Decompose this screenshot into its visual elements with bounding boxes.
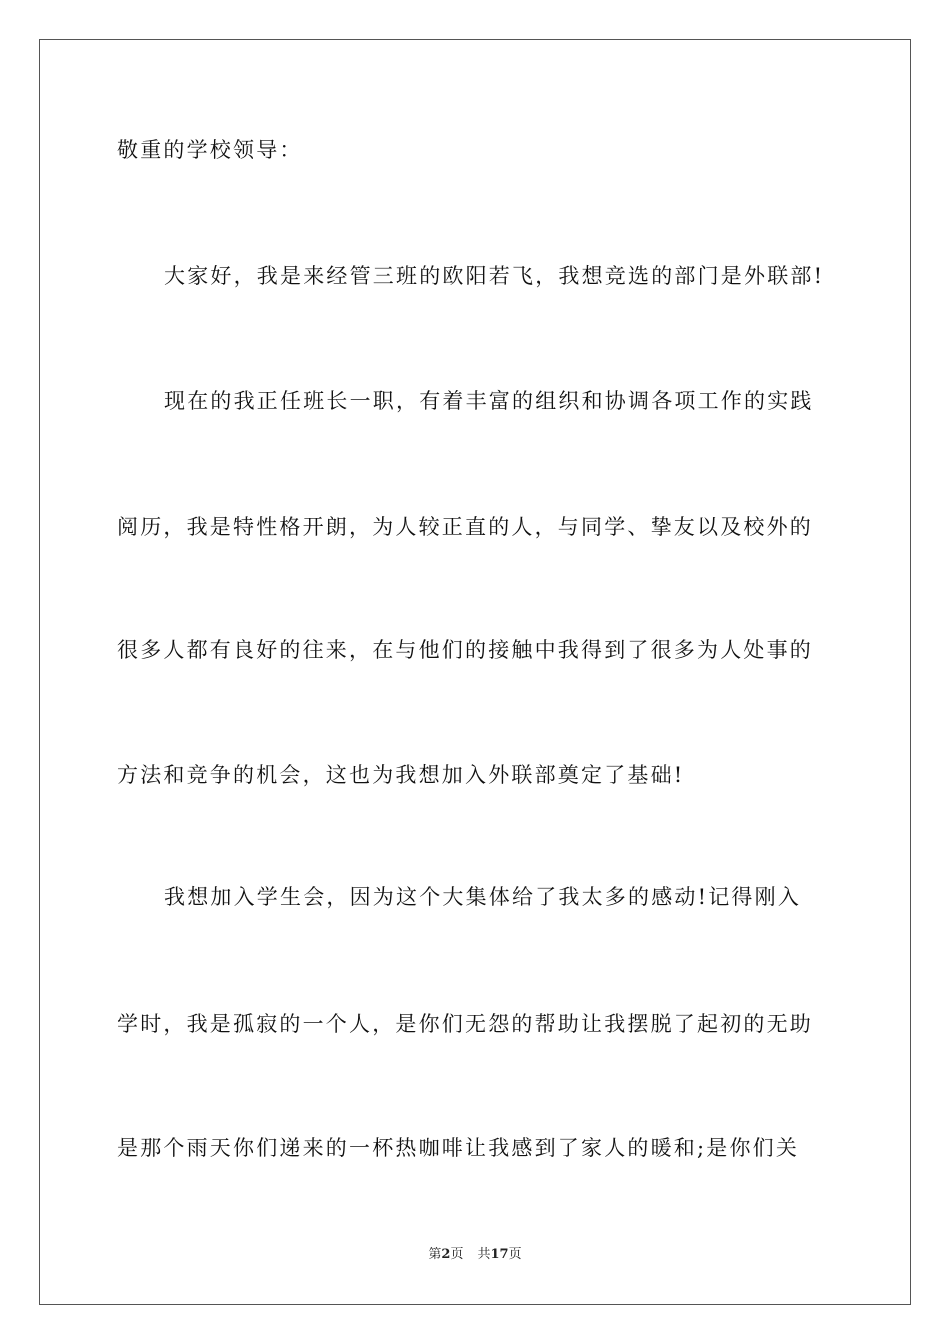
paragraph-line: 很多人都有良好的往来，在与他们的接触中我得到了很多为人处事的 — [117, 638, 813, 662]
paragraph-line: 阅历，我是特性格开朗，为人较正直的人，与同学、挚友以及校外的 — [117, 515, 813, 539]
paragraph-line: 方法和竞争的机会，这也为我想加入外联部奠定了基础! — [117, 763, 685, 787]
paragraph-line: 是那个雨天你们递来的一杯热咖啡让我感到了家人的暖和;是你们关 — [117, 1136, 800, 1160]
total-label-suffix: 页 — [508, 1247, 522, 1262]
paragraph-line: 学时，我是孤寂的一个人，是你们无怨的帮助让我摆脱了起初的无助 — [117, 1012, 813, 1036]
salutation-line: 敬重的学校领导： — [117, 138, 303, 162]
page-footer — [0, 1246, 950, 1264]
page-border — [39, 39, 911, 1305]
page-label-suffix: 页 — [450, 1247, 464, 1262]
total-pages: 17 — [490, 1247, 509, 1262]
paragraph-line: 大家好，我是来经管三班的欧阳若飞，我想竞选的部门是外联部! — [164, 264, 825, 288]
page-label-prefix: 第 — [428, 1247, 442, 1262]
page-number: 2 — [441, 1247, 451, 1262]
paragraph-line: 现在的我正任班长一职，有着丰富的组织和协调各项工作的实践 — [164, 389, 814, 413]
total-label-prefix: 共 — [477, 1247, 491, 1262]
paragraph-line: 我想加入学生会，因为这个大集体给了我太多的感动!记得刚入 — [164, 885, 802, 909]
